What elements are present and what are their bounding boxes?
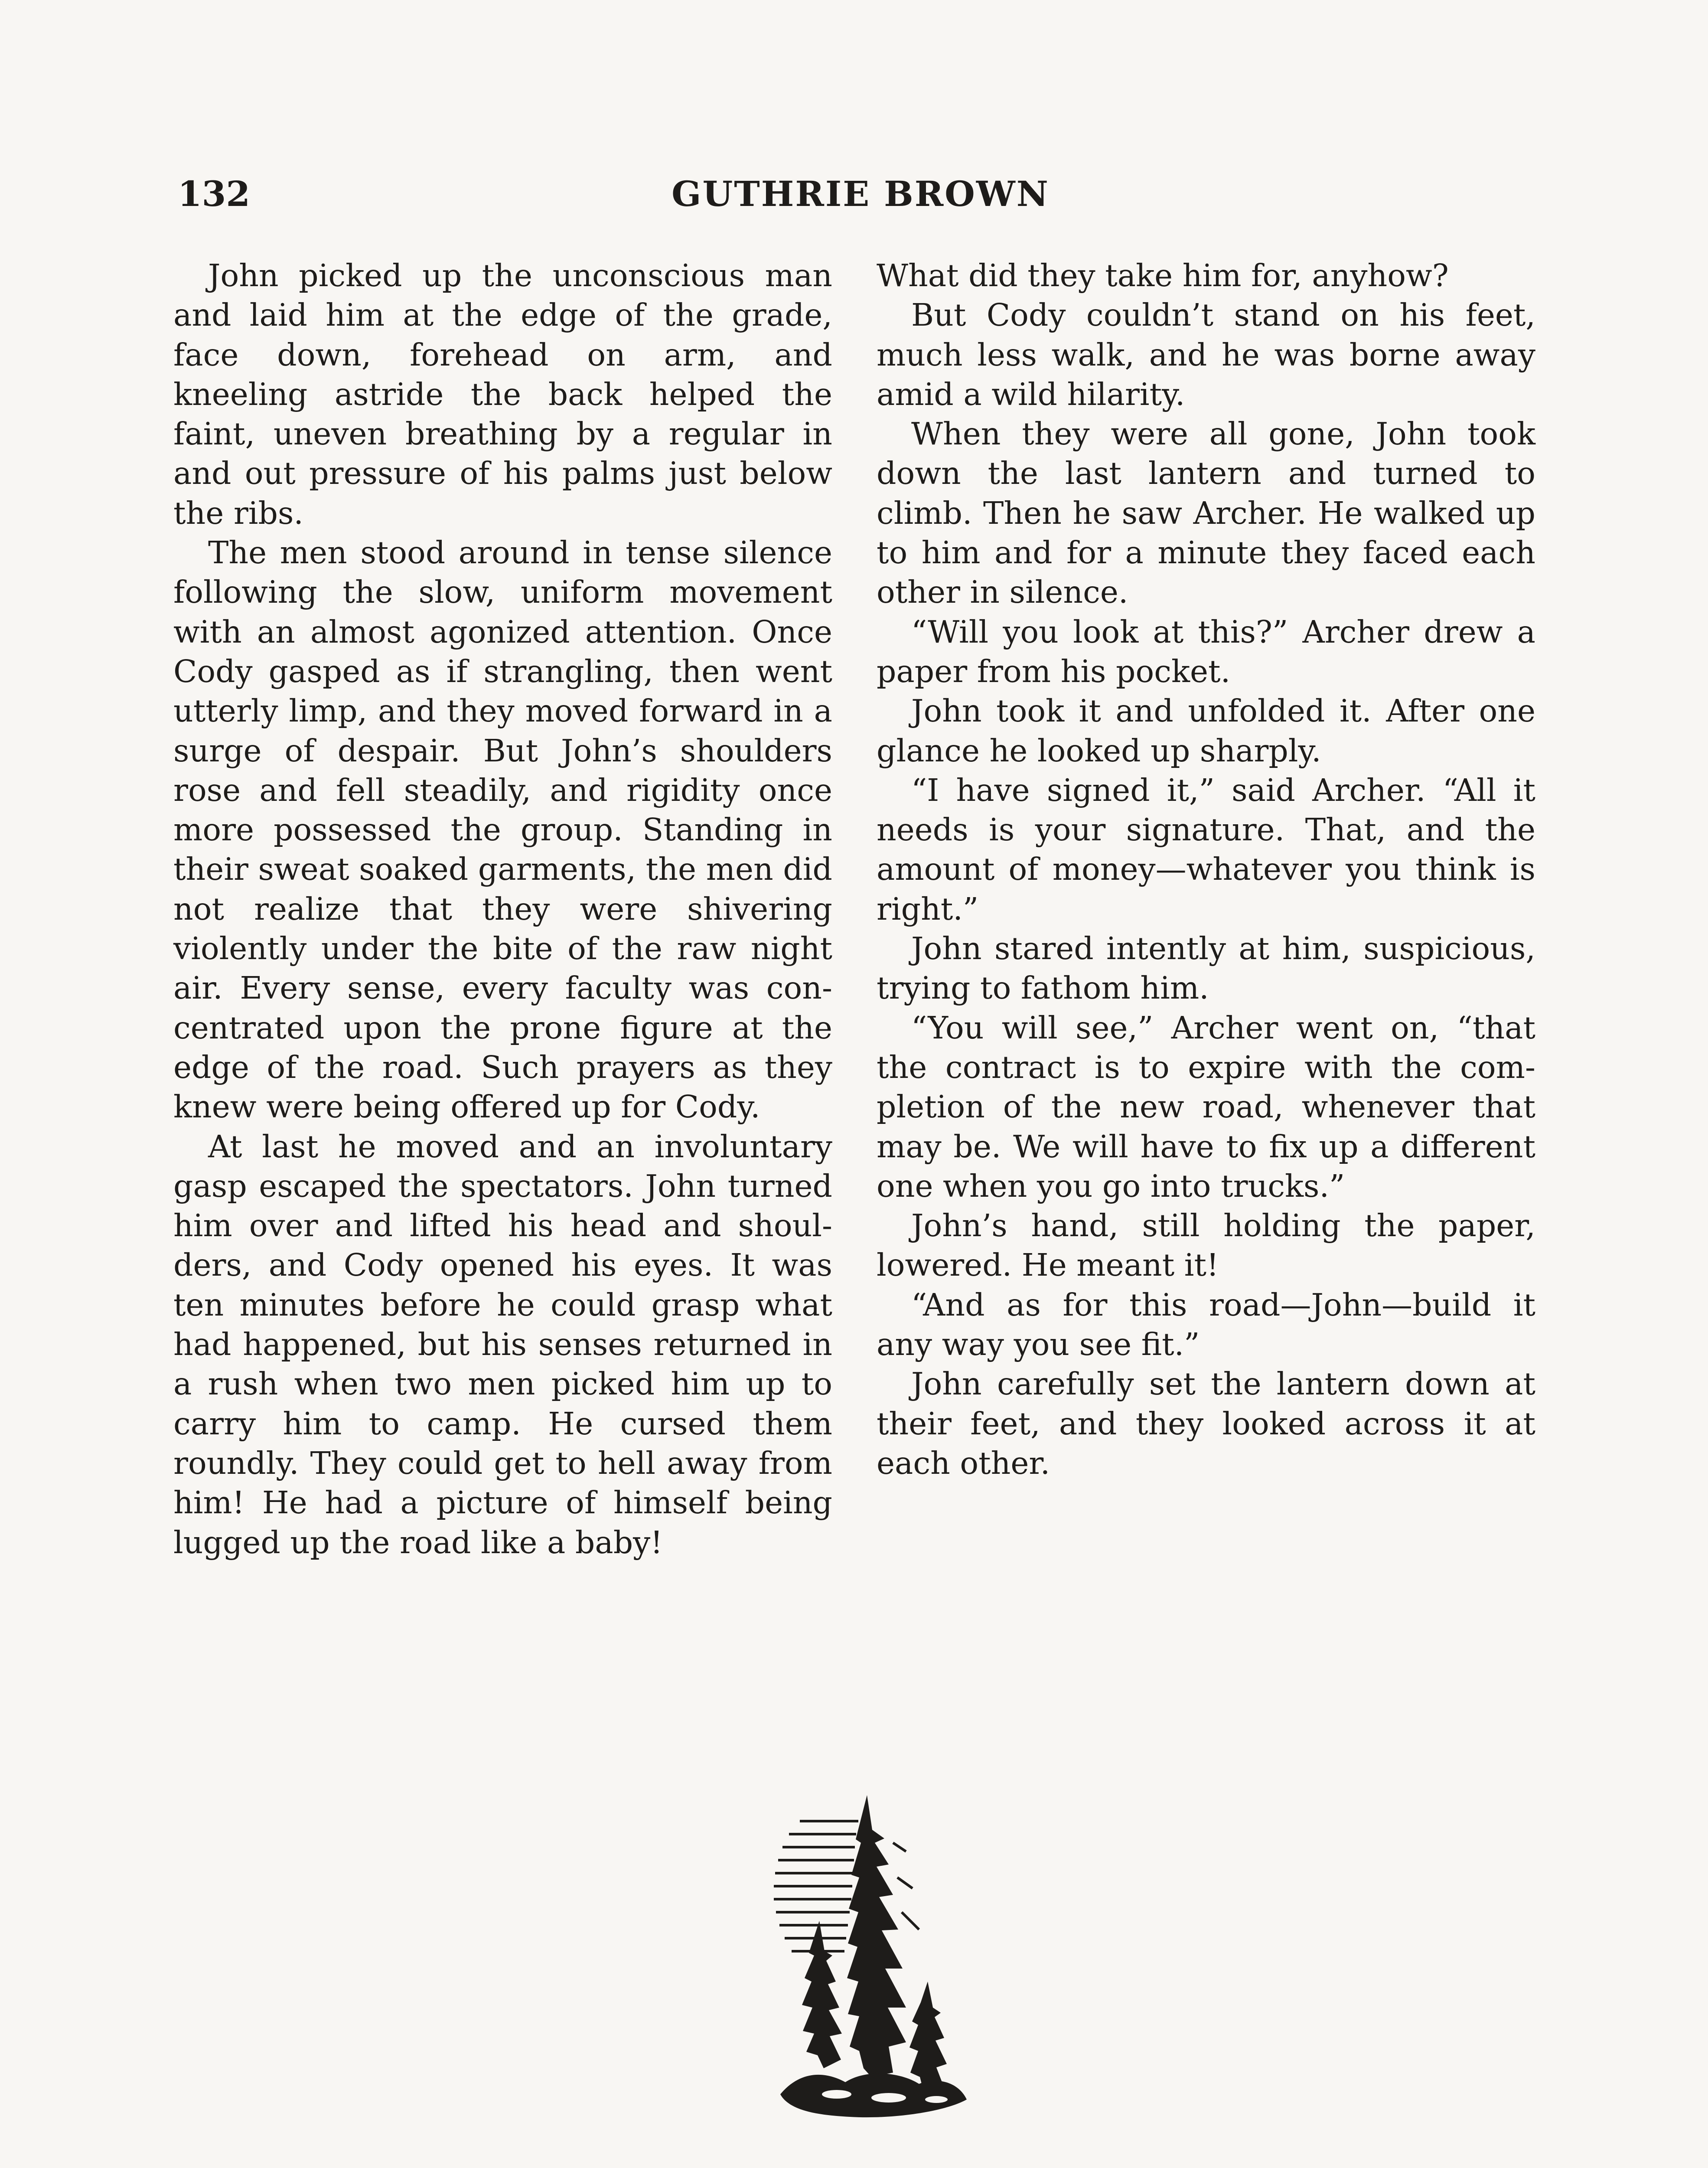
right-text-column: [877, 256, 1535, 1483]
paragraph: “I have signed it,” said Archer. “All it needs is your signature. That, and the amount of money—whatever you think is right.”: [877, 772, 1535, 927]
page-number: 132: [178, 173, 250, 214]
paragraph: “And as for this road—John—build it any way you see fit.”: [877, 1286, 1535, 1363]
paragraph: At last he moved and an involuntary gasp escaped the spectators. John turned him over and lifted his head and shoulders, and Cody opened his eyes. It was ten minutes before he could grasp what had happened, but his senses returned in a rush when two men picked him up to carry him to camp. He cursed them roundly. They could get to hell away from him! He had a picture of himself being lugged up the road like a baby!: [173, 1128, 832, 1561]
pine-trees-icon: [763, 1791, 971, 2129]
paragraph: John picked up the unconscious man and laid him at the edge of the grade, face down, forehead on arm, and kneeling astride the back helped the faint, uneven breathing by a regular in and out pressure of his palms just below the ribs.: [173, 258, 832, 531]
paragraph-continuation: What did they take him for, anyhow?: [877, 258, 1449, 294]
paragraph: But Cody couldn’t stand on his feet, much less walk, and he was borne away amid a wild hilarity.: [877, 297, 1535, 412]
paragraph: John stared intently at him, suspicious, trying to fathom him.: [877, 931, 1535, 1006]
book-title: GUTHRIE BROWN: [671, 173, 1050, 214]
paragraph: “You will see,” Archer went on, “that the contract is to expire with the completion of the new road, whenever that may be. We will have to fix up a different one when you go into trucks.”: [877, 1009, 1535, 1204]
paragraph: “Will you look at this?” Archer drew a paper from his pocket.: [877, 614, 1535, 689]
paragraph: John carefully set the lantern down at their feet, and they looked across it at each other.: [877, 1366, 1535, 1481]
paragraph: John took it and unfolded it. After one glance he looked up sharply.: [877, 693, 1535, 769]
paragraph: John’s hand, still holding the paper, lowered. He meant it!: [877, 1208, 1535, 1283]
left-text-column: [173, 256, 832, 1562]
paragraph: The men stood around in tense silence following the slow, uniform movement with an almost agonized attention. Once Cody gasped as if strangling, then went utterly limp, and they moved forward in a surge of despair. But John’s shoulders rose and fell steadily, and rigidity once more possessed the group. Standing in their sweat soaked garments, the men did not realize that they were shivering violently under the bite of the raw night air. Every sense, every faculty was concentrated upon the prone figure at the edge of the road. Such prayers as they knew were being offered up for Cody.: [173, 535, 832, 1125]
running-head: [178, 170, 1543, 218]
paragraph: When they were all gone, John took down the last lantern and turned to climb. Then he saw Archer. He walked up to him and for a minute they faced each other in silence.: [877, 416, 1535, 611]
